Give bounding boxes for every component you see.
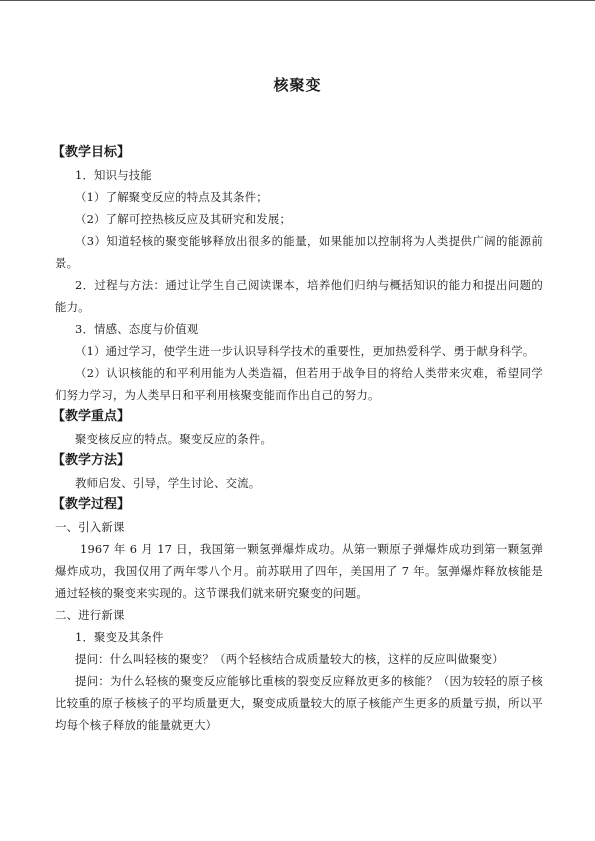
section-heading-methods: 【教学方法】 xyxy=(52,453,131,468)
methods-text: 教师启发、引导，学生讨论、交流。 xyxy=(75,476,261,490)
section-heading-goals: 【教学目标】 xyxy=(52,145,131,160)
goals-item-3-2: （2）认识核能的和平利用能为人类造福，但若用于战争目的将给人类带来灾难，希望同学们努力学习，为人类早日和平利用核聚变能而作出自己的努力。 xyxy=(55,366,543,402)
process-intro-paragraph: 1967 年 6 月 17 日，我国第一颗氢弹爆炸成功。从第一颗原子弹爆炸成功到第一颗氢弹爆炸成功，我国仅用了两年零八个月。前苏联用了四年，美国用了 7 年。氢弹爆炸释放核能是通过轻核的聚变来实现的。这节课我们就来研究聚变的问题。 xyxy=(55,542,543,600)
section-heading-process: 【教学过程】 xyxy=(52,497,131,512)
process-step-new-lesson: 二、进行新课 xyxy=(55,608,125,622)
document-body xyxy=(52,142,543,736)
goals-item-1-2: （2）了解可控热核反应及其研究和发展； xyxy=(75,212,292,226)
section-heading-key-points: 【教学重点】 xyxy=(52,409,131,424)
process-step-intro: 一、引入新课 xyxy=(55,520,125,534)
process-question-1: 提问：什么叫轻核的聚变？（两个轻核结合成质量较大的核，这样的反应叫做聚变） xyxy=(75,652,504,666)
document-title: 核聚变 xyxy=(273,76,322,94)
key-points-text: 聚变核反应的特点。聚变反应的条件。 xyxy=(75,432,273,446)
goals-item-1-3: （3）知道轻核的聚变能够释放出很多的能量，如果能加以控制将为人类提供广阔的能源前景。 xyxy=(55,234,543,270)
goals-item-2: 2．过程与方法：通过让学生自己阅读课本，培养他们归纳与概括知识的能力和提出问题的能力。 xyxy=(55,278,543,314)
process-subheading-fusion: 1．聚变及其条件 xyxy=(75,630,164,644)
goals-item-3-1: （1）通过学习，使学生进一步认识导科学技术的重要性，更加热爱科学、勇于献身科学。 xyxy=(75,344,535,358)
goals-item-1-1: （1）了解聚变反应的特点及其条件； xyxy=(75,190,268,204)
goals-item-3: 3．情感、态度与价值观 xyxy=(75,322,199,336)
process-question-2: 提问：为什么轻核的聚变反应能够比重核的裂变反应释放更多的核能？（因为较轻的原子核比较重的原子核核子的平均质量更大，聚变成质量较大的原子核能产生更多的质量亏损，所以平均每个核子释放的能量就更大） xyxy=(55,674,543,732)
goals-item-1: 1．知识与技能 xyxy=(75,168,152,182)
page-top-rule xyxy=(0,0,595,1)
